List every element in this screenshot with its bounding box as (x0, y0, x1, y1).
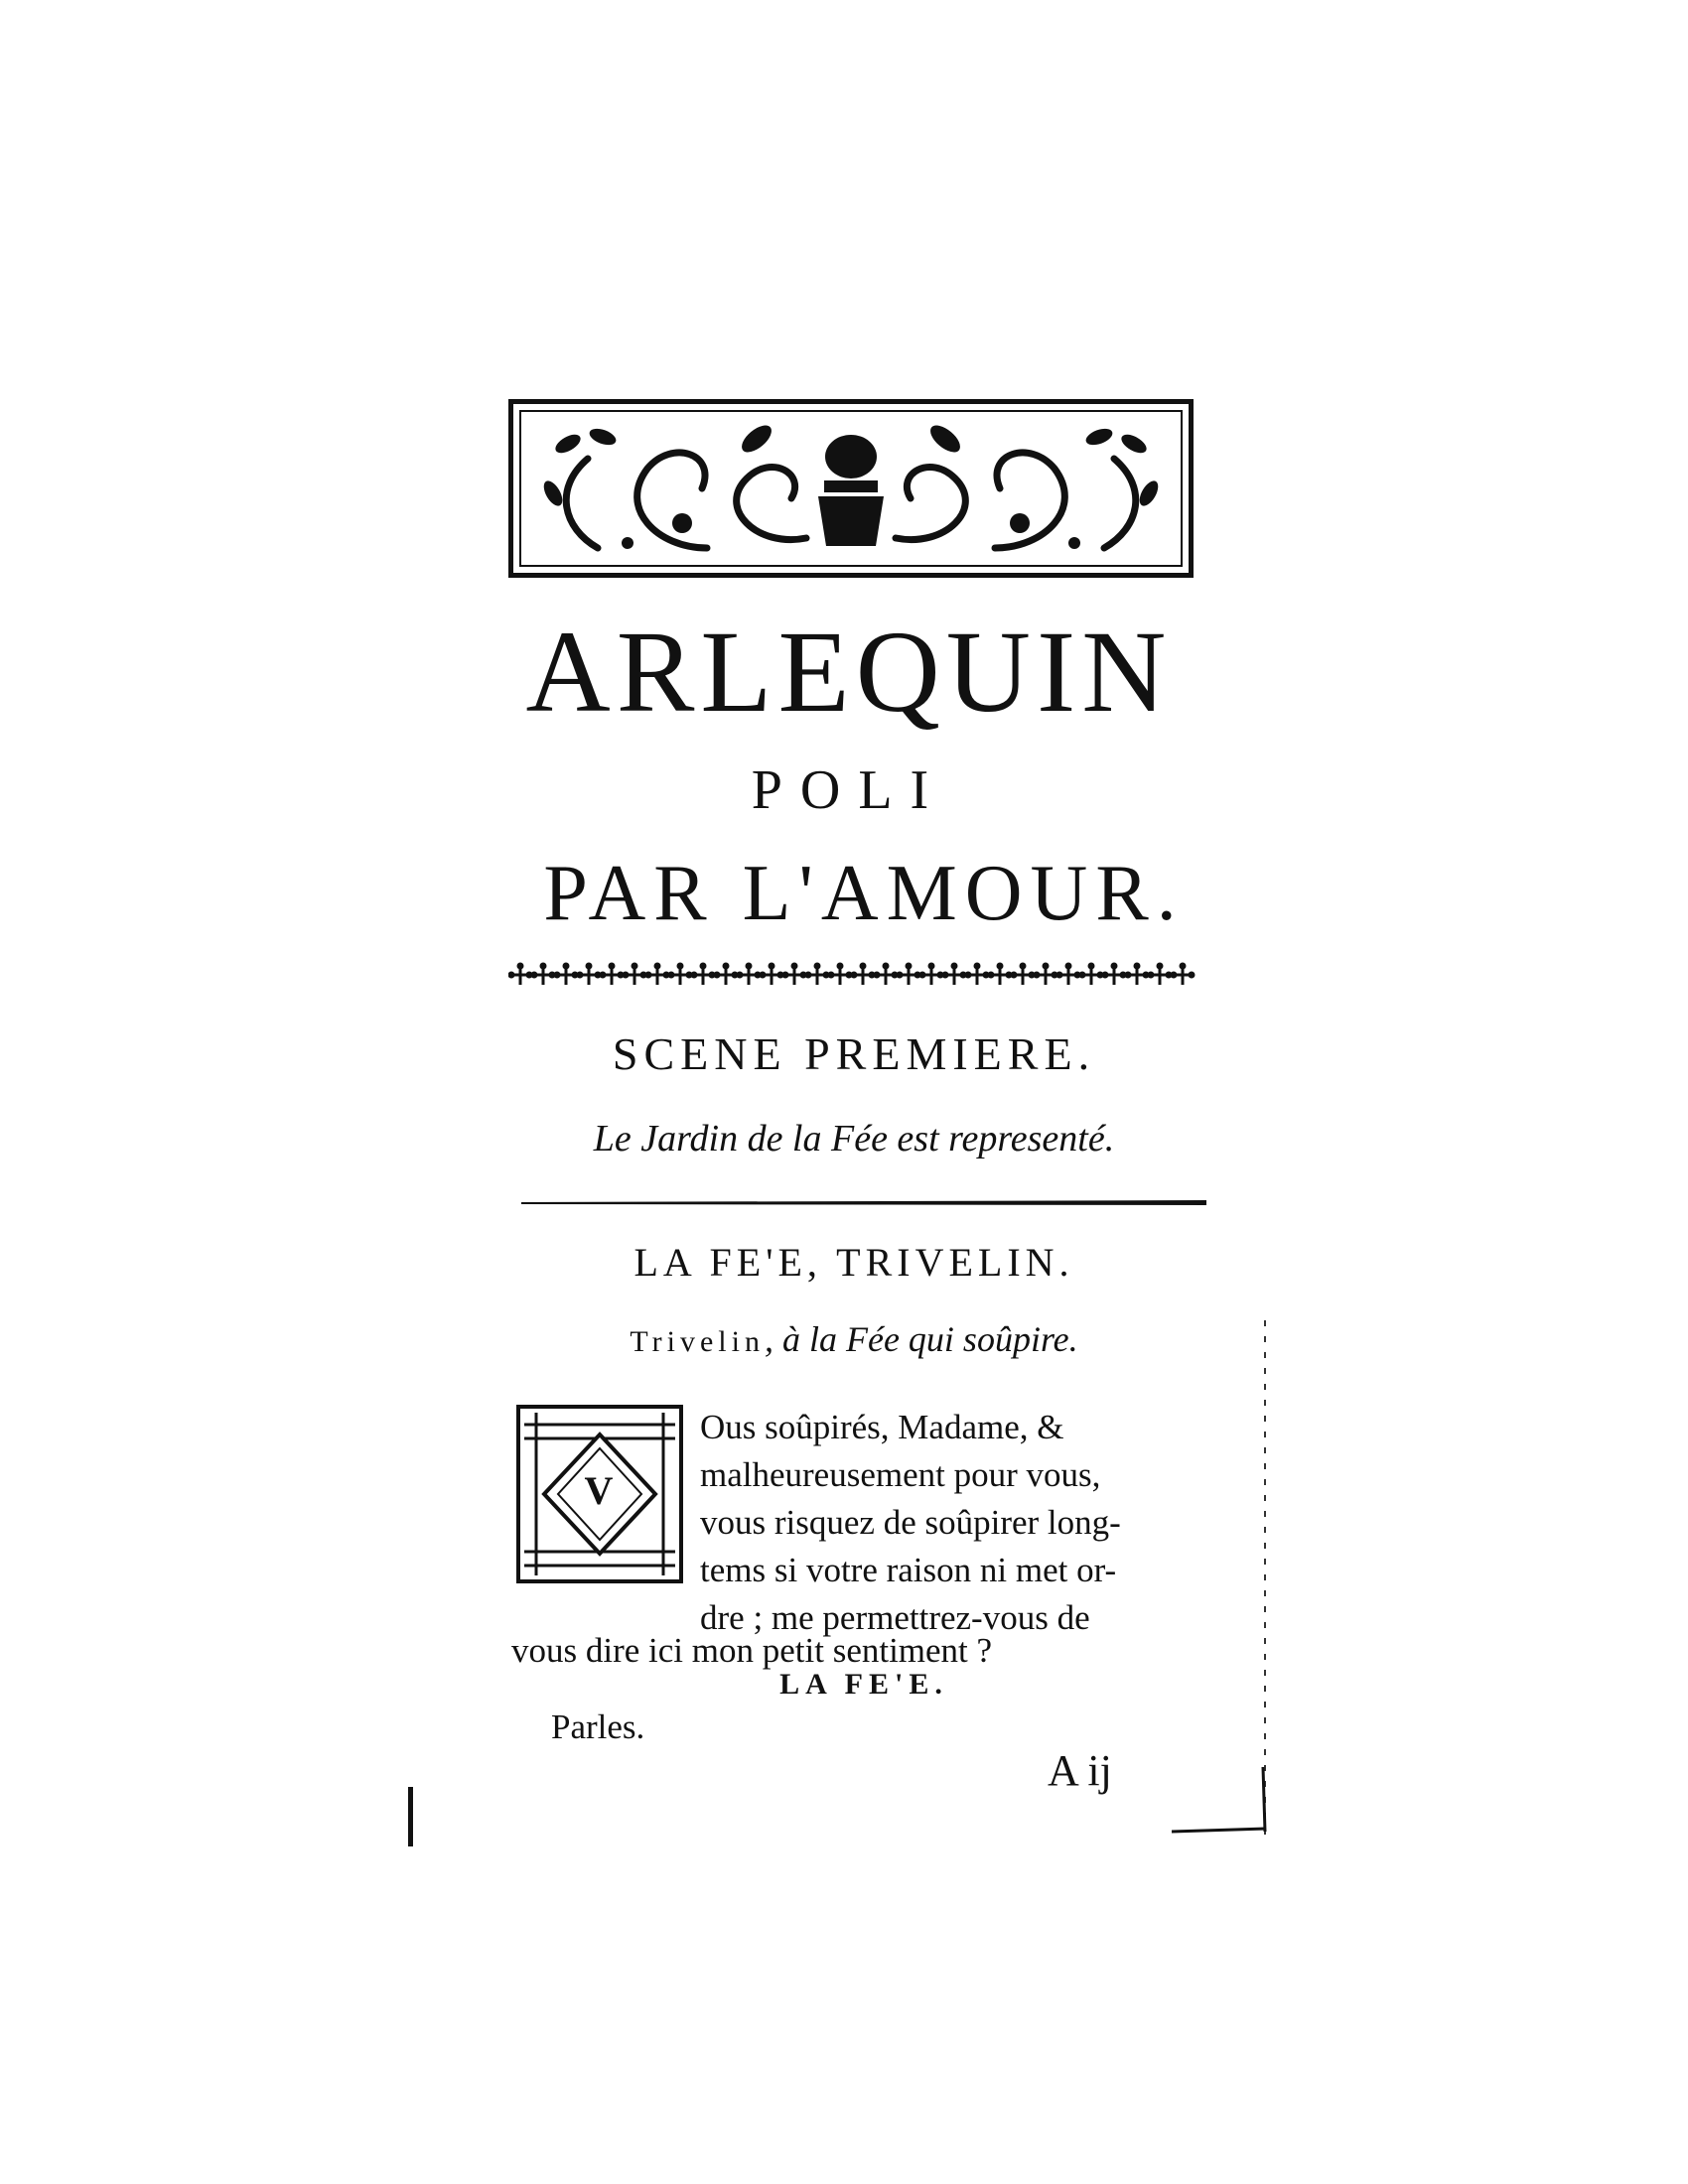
margin-dotted-line (1259, 1320, 1271, 1837)
fleuron-icon (897, 963, 921, 986)
fleuron-icon (508, 963, 533, 986)
floral-headpiece-ornament (508, 399, 1194, 578)
fleuron-icon (760, 963, 784, 986)
speaker-line (496, 1318, 1211, 1360)
speaker-direction: , à la Fée qui soûpire. (764, 1319, 1078, 1359)
fleuron-icon (874, 963, 899, 986)
title-line-1: ARLEQUIN (525, 607, 1173, 737)
fleuron-icon (600, 963, 625, 986)
fleuron-icon (554, 963, 579, 986)
fleuron-icon (1171, 963, 1196, 986)
fleuron-icon (1148, 963, 1173, 986)
stage-direction: Le Jardin de la Fée est representé. (593, 1118, 1115, 1160)
fleuron-icon (1079, 963, 1104, 986)
fleuron-icon (1102, 963, 1127, 986)
fleuron-icon (623, 963, 647, 986)
fleuron-icon (691, 963, 716, 986)
fleuron-icon (805, 963, 830, 986)
speech-line: tems si votre raison ni met or- (700, 1551, 1117, 1589)
scene-heading: SCENE PREMIERE. (612, 1028, 1096, 1079)
speech-line: Ous soûpirés, Madame, & (700, 1408, 1064, 1446)
fleuron-icon (668, 963, 693, 986)
fleuron-icon (782, 963, 807, 986)
fleuron-icon (645, 963, 670, 986)
fleuron-icon (828, 963, 853, 986)
fleuron-rule-ornament (508, 961, 1203, 989)
speech-line: vous dire ici mon petit sentiment ? (511, 1631, 993, 1670)
speech-line: malheureusement pour vous, (700, 1455, 1101, 1494)
fleuron-icon (851, 963, 876, 986)
title-line-3: PAR L'AMOUR. (543, 850, 1185, 937)
second-speaker: LA FE'E. (779, 1668, 948, 1701)
drop-cap-letter: V (584, 1468, 614, 1513)
fleuron-icon (965, 963, 990, 986)
fleuron-icon (531, 963, 556, 986)
edge-mark (407, 1787, 415, 1846)
corner-mark (1172, 1767, 1271, 1837)
horizontal-rule (521, 1199, 1206, 1207)
speech-line: dre ; me permettrez-vous de (700, 1598, 1090, 1637)
speech-line: vous risquez de soûpirer long- (700, 1503, 1121, 1542)
fleuron-icon (714, 963, 739, 986)
fleuron-icon (737, 963, 762, 986)
fleuron-icon (577, 963, 602, 986)
title-line-2: POLI (751, 759, 947, 821)
signature-mark: A ij (1048, 1746, 1112, 1795)
fleuron-icon (988, 963, 1013, 986)
reply-text: Parles. (551, 1707, 645, 1746)
fleuron-icon (1125, 963, 1150, 986)
fleuron-icon (1011, 963, 1036, 986)
fleuron-icon (1056, 963, 1081, 986)
fleuron-icon (919, 963, 944, 986)
fleuron-icon (942, 963, 967, 986)
speaker-name: Trivelin (630, 1325, 765, 1358)
fleuron-icon (1034, 963, 1058, 986)
character-list: LA FE'E, TRIVELIN. (633, 1240, 1074, 1285)
